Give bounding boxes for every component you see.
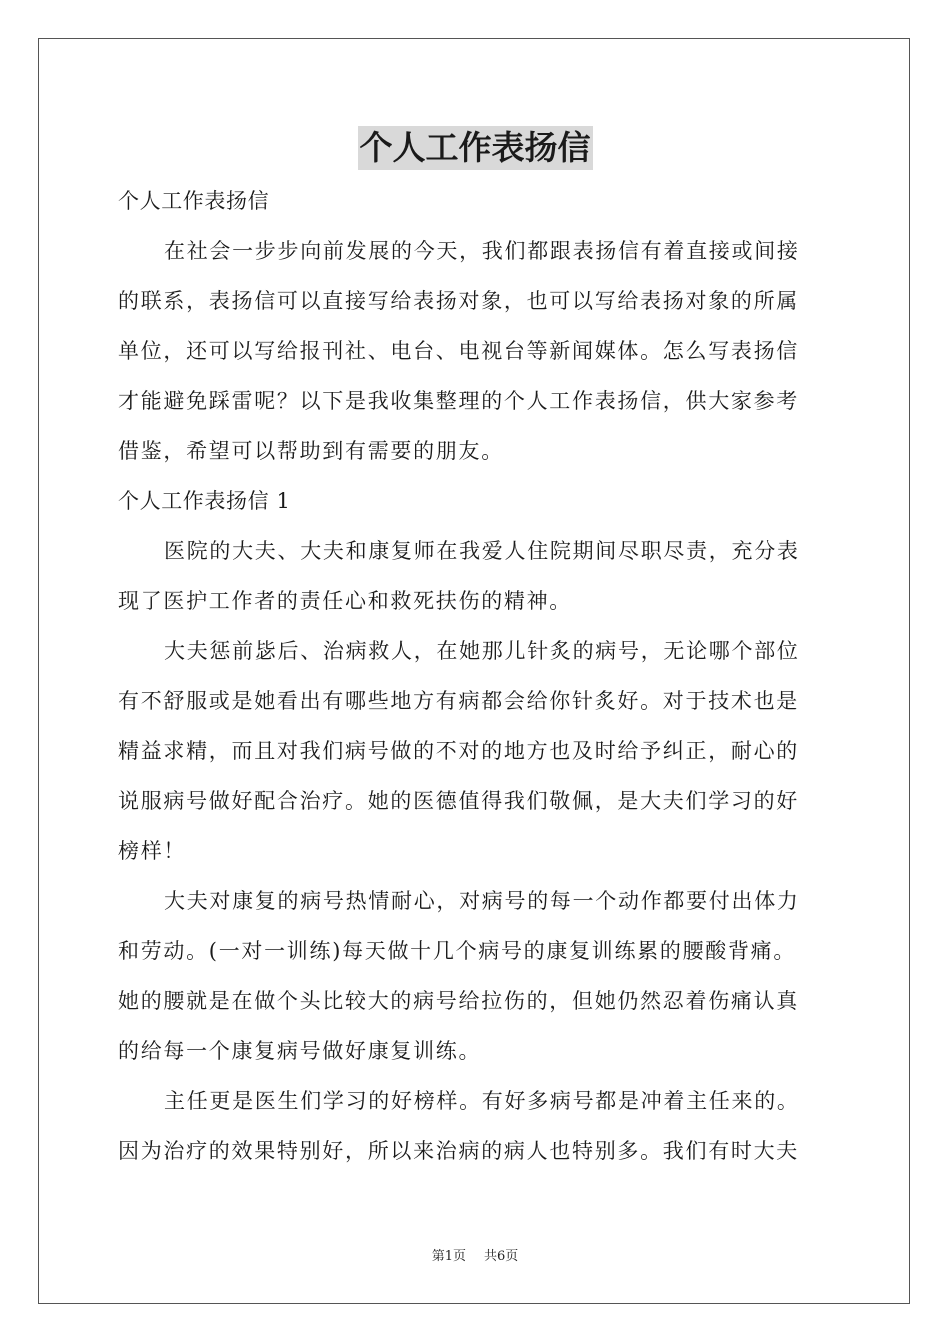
paragraph-line: 在社会一步步向前发展的今天，我们都跟表扬信有着直接或间接 [164, 239, 800, 263]
paragraph-line: 医院的大夫、大夫和康复师在我爱人住院期间尽职尽责，充分表 [164, 539, 800, 563]
document-body [118, 176, 834, 1176]
paragraph-line: 才能避免踩雷呢？以下是我收集整理的个人工作表扬信，供大家参考 [118, 389, 799, 413]
paragraph-line: 她的腰就是在做个头比较大的病号给拉伤的，但她仍然忍着伤痛认真 [118, 989, 799, 1013]
paragraph-line: 的给每一个康复病号做好康复训练。 [118, 1039, 482, 1063]
document-title: 个人工作表扬信 [358, 126, 593, 170]
paragraph-line: 借鉴，希望可以帮助到有需要的朋友。 [118, 439, 504, 463]
page-number-total: 共6页 [484, 1249, 519, 1264]
section-heading: 个人工作表扬信 1 [118, 489, 291, 513]
title-container [0, 126, 950, 170]
paragraph-line: 因为治疗的效果特别好，所以来治病的病人也特别多。我们有时大夫 [118, 1139, 799, 1163]
paragraph-line: 有不舒服或是她看出有哪些地方有病都会给你针炙好。对于技术也是 [118, 689, 799, 713]
paragraph-line: 精益求精，而且对我们病号做的不对的地方也及时给予纠正，耐心的 [118, 739, 799, 763]
paragraph-line: 大夫对康复的病号热情耐心，对病号的每一个动作都要付出体力 [164, 889, 800, 913]
paragraph-line: 现了医护工作者的责任心和救死扶伤的精神。 [118, 589, 572, 613]
paragraph-line: 单位，还可以写给报刊社、电台、电视台等新闻媒体。怎么写表扬信 [118, 339, 799, 363]
paragraph-line: 说服病号做好配合治疗。她的医德值得我们敬佩，是大夫们学习的好 [118, 789, 799, 813]
section-heading: 个人工作表扬信 [118, 189, 270, 213]
page-footer [0, 1248, 950, 1266]
paragraph-line: 和劳动。(一对一训练)每天做十几个病号的康复训练累的腰酸背痛。 [118, 939, 797, 963]
page-number-current: 第1页 [431, 1249, 466, 1264]
paragraph-line: 大夫惩前毖后、治病救人，在她那儿针炙的病号，无论哪个部位 [164, 639, 800, 663]
paragraph-line: 主任更是医生们学习的好榜样。有好多病号都是冲着主任来的。 [164, 1089, 800, 1113]
paragraph-line: 的联系，表扬信可以直接写给表扬对象，也可以写给表扬对象的所属 [118, 289, 799, 313]
paragraph-line: 榜样！ [118, 839, 187, 863]
